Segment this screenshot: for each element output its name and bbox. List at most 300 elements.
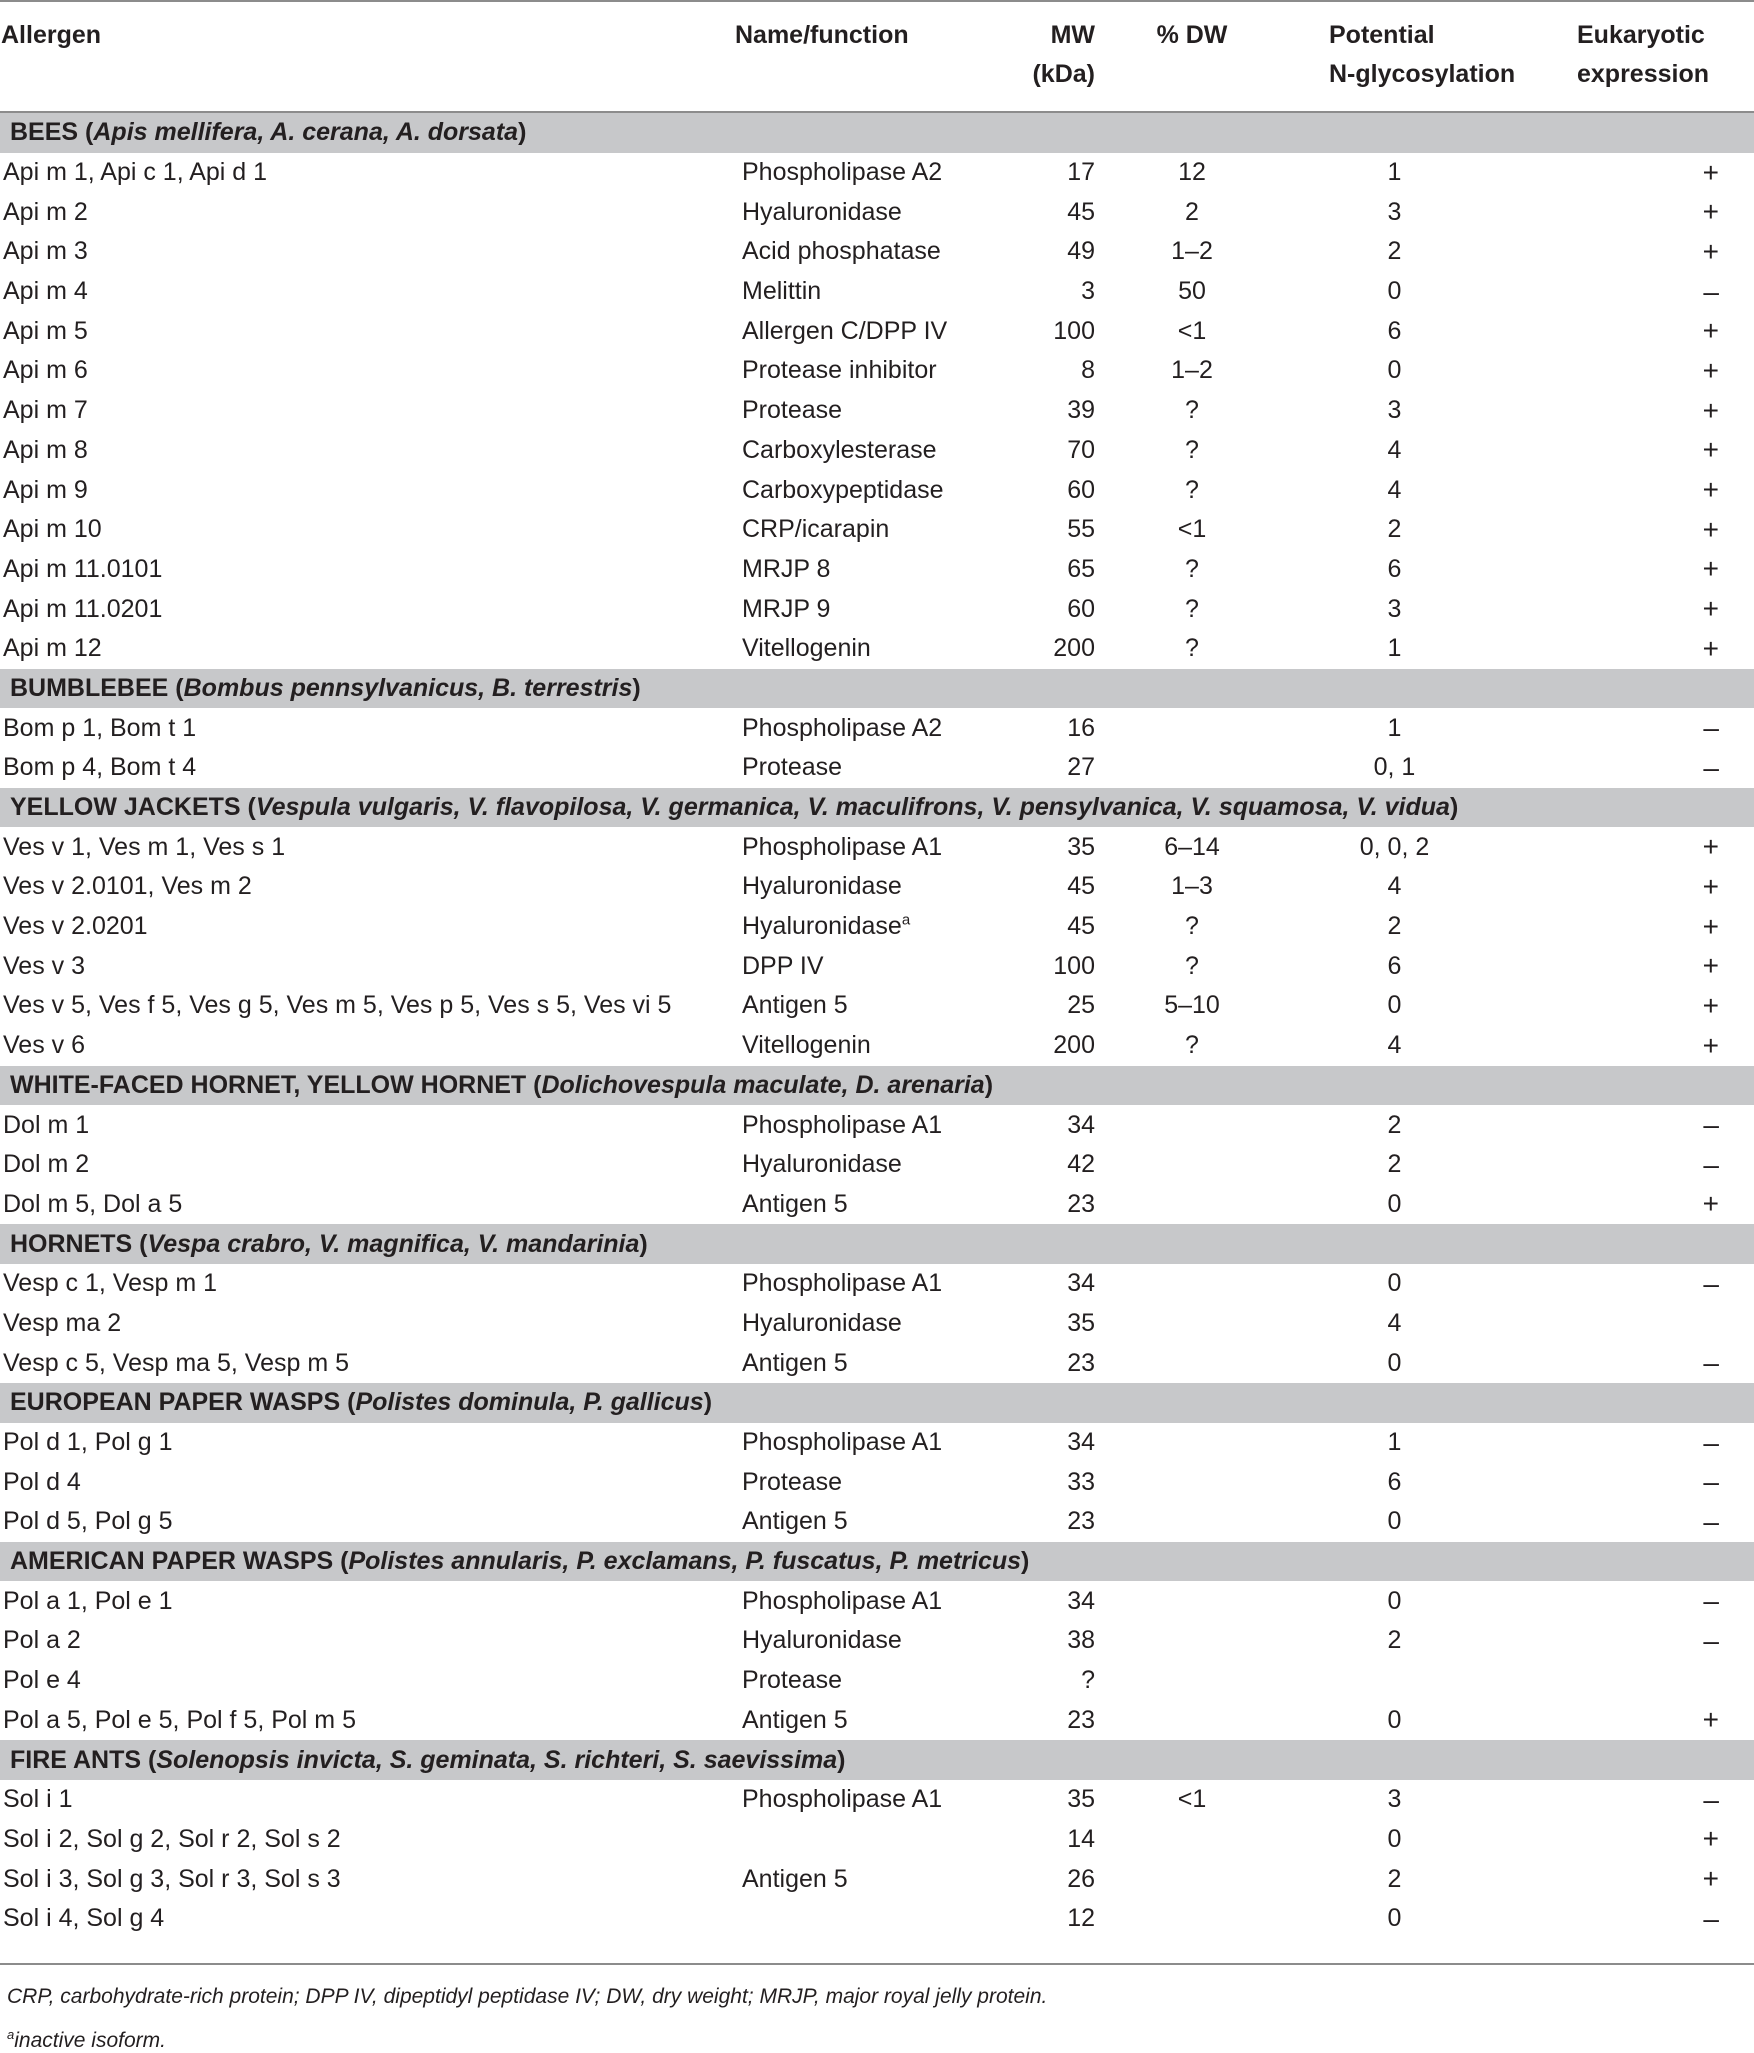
allergen-cell: Bom p 1, Bom t 1 [3,713,197,742]
function-text: CRP/icarapin [742,515,890,544]
group-species: Solenopsis invicta, S. geminata, S. richteri, S. saevissima [156,1745,838,1774]
n-glycosylation-cell [1295,1661,1551,1701]
function-text: Hyaluronidase [742,912,902,941]
function-text: Hyaluronidase [742,1308,902,1337]
n-glycosylation-cell: 0 [1387,1269,1402,1298]
function-cell [735,192,995,232]
group-paren-open: ( [526,1070,542,1099]
allergen-cell: Sol i 1 [3,1785,73,1814]
function-text: MRJP 9 [742,594,831,623]
mw-cell: 65 [1067,554,1095,583]
n-glycosylation-cell: 6 [1387,554,1402,583]
group-species: Polistes annularis, P. exclamans, P. fuscatus, P. metricus [348,1547,1022,1576]
function-cell [735,1780,995,1820]
function-text: Hyaluronidase [742,872,902,901]
function-cell [735,1423,995,1463]
table-row [0,311,1754,351]
group-paren-open: ( [168,673,184,702]
dw-cell [1119,1462,1295,1502]
function-cell [735,1701,995,1741]
allergen-cell: Vesp c 1, Vesp m 1 [3,1269,218,1298]
eukaryotic-expression-cell: – [1703,1783,1719,1815]
eukaryotic-expression-cell: + [1702,156,1719,188]
allergen-cell: Api m 12 [3,634,102,663]
function-cell [735,1264,995,1304]
function-text: Protease [742,1467,843,1496]
group-label: BUMBLEBEE [10,673,169,702]
mw-cell: 42 [1067,1150,1095,1179]
n-glycosylation-cell: 4 [1387,1031,1402,1060]
header-mw: MW (kDa) [995,1,1119,112]
allergen-cell: Api m 11.0101 [3,554,163,583]
dw-cell [1119,748,1295,788]
eukaryotic-expression-cell: + [1702,474,1719,506]
eukaryotic-expression-cell: + [1702,950,1719,982]
n-glycosylation-cell: 2 [1387,1626,1402,1655]
n-glycosylation-cell: 0 [1387,1348,1402,1377]
dw-cell [1119,1105,1295,1145]
table-row [0,1343,1754,1383]
group-header-cell [0,1740,1754,1780]
function-text: Hyaluronidase [742,1626,902,1655]
function-text: Antigen 5 [742,1189,848,1218]
mw-cell: 23 [1067,1189,1095,1218]
function-text: Protease [742,1666,843,1695]
eukaryotic-expression-cell: + [1702,1823,1719,1855]
group-species: Vespa crabro, V. magnifica, V. mandarinia [147,1229,640,1258]
group-paren-open: ( [141,1745,157,1774]
function-cell [735,510,995,550]
eukaryotic-expression-cell: + [1702,1704,1719,1736]
function-cell [735,748,995,788]
allergen-cell: Sol i 2, Sol g 2, Sol r 2, Sol s 2 [3,1824,341,1853]
mw-cell: 100 [1053,951,1095,980]
eukaryotic-expression-cell: + [1702,315,1719,347]
group-paren-close: ) [1449,793,1459,822]
n-glycosylation-cell: 2 [1387,912,1402,941]
mw-cell: 34 [1067,1110,1095,1139]
function-cell [735,1145,995,1185]
eukaryotic-expression-cell: + [1702,831,1719,863]
eukaryotic-expression-cell: – [1703,275,1719,307]
function-text: Hyaluronidase [742,197,902,226]
function-text: Vitellogenin [742,1031,871,1060]
dw-cell [1119,1185,1295,1225]
mw-cell: 100 [1053,316,1095,345]
mw-cell: 26 [1067,1864,1095,1893]
table-row [0,510,1754,550]
dw-cell [1119,1423,1295,1463]
table-row [0,153,1754,193]
mw-cell: 38 [1067,1626,1095,1655]
eukaryotic-expression-cell [1551,1304,1754,1344]
group-paren-open: ( [340,1388,356,1417]
allergen-cell: Pol d 1, Pol g 1 [3,1428,173,1457]
mw-cell: 8 [1081,356,1095,385]
group-label: AMERICAN PAPER WASPS [10,1547,334,1576]
table-row [0,1780,1754,1820]
function-cell [735,391,995,431]
n-glycosylation-cell: 1 [1387,158,1402,187]
table-row [0,232,1754,272]
function-text: Phospholipase A2 [742,713,943,742]
dw-cell: <1 [1177,1785,1207,1814]
n-glycosylation-cell: 0 [1387,277,1402,306]
group-species: Apis mellifera, A. cerana, A. dorsata [93,118,519,147]
dw-cell [1119,708,1295,748]
dw-cell: ? [1185,1031,1199,1060]
eukaryotic-expression-cell: – [1703,1902,1719,1934]
group-paren-open: ( [240,793,256,822]
table-row [0,391,1754,431]
mw-cell: 3 [1081,277,1095,306]
function-cell [735,1502,995,1542]
function-text: Phospholipase A1 [742,1428,943,1457]
mw-cell: 45 [1067,197,1095,226]
allergen-cell: Dol m 2 [3,1150,90,1179]
group-paren-open: ( [78,118,94,147]
mw-cell: 200 [1053,634,1095,663]
mw-cell: 17 [1067,158,1095,187]
header-dw: % DW [1119,1,1295,112]
function-cell [735,470,995,510]
mw-cell: 23 [1067,1705,1095,1734]
header-allergen: Allergen [0,1,735,112]
function-cell [735,232,995,272]
dw-cell [1119,1304,1295,1344]
allergen-cell: Pol a 2 [3,1626,81,1655]
allergen-cell: Api m 6 [3,356,88,385]
n-glycosylation-cell: 1 [1387,713,1402,742]
function-text: Phospholipase A1 [742,1785,943,1814]
group-header-cell [0,112,1754,153]
group-paren-close: ) [632,673,641,702]
function-text: Antigen 5 [742,1705,848,1734]
dw-cell: 1–2 [1171,356,1213,385]
allergen-cell: Ves v 2.0101, Ves m 2 [3,872,252,901]
dw-cell: ? [1185,951,1199,980]
eukaryotic-expression-cell: + [1702,910,1719,942]
mw-cell: 23 [1067,1507,1095,1536]
group-header-row [0,1542,1754,1582]
eukaryotic-expression-cell: – [1703,1585,1719,1617]
allergen-cell: Pol a 5, Pol e 5, Pol f 5, Pol m 5 [3,1705,356,1734]
function-text: Antigen 5 [742,1507,848,1536]
function-text: Antigen 5 [742,1864,848,1893]
function-text: MRJP 8 [742,554,831,583]
n-glycosylation-cell: 1 [1387,1428,1402,1457]
table-row [0,1304,1754,1344]
dw-cell [1119,1621,1295,1661]
table-row [0,470,1754,510]
n-glycosylation-cell: 4 [1387,1308,1402,1337]
mw-cell: 49 [1067,237,1095,266]
mw-cell: ? [1081,1666,1095,1695]
group-paren-close: ) [703,1388,713,1417]
dw-cell: ? [1185,435,1199,464]
dw-cell [1119,1145,1295,1185]
function-cell [735,1462,995,1502]
dw-cell: 12 [1178,158,1206,187]
group-header-row [0,1066,1754,1106]
n-glycosylation-cell: 2 [1387,237,1402,266]
group-header-cell [0,788,1754,828]
eukaryotic-expression-cell: + [1702,1863,1719,1895]
dw-cell: ? [1185,475,1199,504]
group-label: BEES [10,118,79,147]
footnote-mark: a [7,2027,15,2042]
group-header-row [0,112,1754,153]
eukaryotic-expression-cell: – [1703,1426,1719,1458]
group-species: Dolichovespula maculate, D. arenaria [541,1070,985,1099]
function-cell [735,272,995,312]
allergen-cell: Api m 1, Api c 1, Api d 1 [3,158,268,187]
n-glycosylation-cell: 3 [1387,396,1402,425]
function-cell [735,153,995,193]
group-label: WHITE-FACED HORNET, YELLOW HORNET [10,1070,527,1099]
function-text: Phospholipase A2 [742,158,943,187]
eukaryotic-expression-cell: – [1703,1466,1719,1498]
group-header-cell [0,669,1754,709]
group-paren-close: ) [518,118,527,147]
function-cell [735,1899,995,1939]
function-text: Protease [742,396,843,425]
mw-cell: 33 [1067,1467,1095,1496]
table-row [0,946,1754,986]
n-glycosylation-cell: 6 [1387,951,1402,980]
function-text: Phospholipase A1 [742,1269,943,1298]
n-glycosylation-cell: 0 [1387,1824,1402,1853]
dw-cell [1119,1859,1295,1899]
mw-cell: 39 [1067,396,1095,425]
dw-cell [1119,1701,1295,1741]
group-label: HORNETS [10,1229,133,1258]
function-cell [735,431,995,471]
n-glycosylation-cell: 4 [1387,872,1402,901]
eukaryotic-expression-cell: + [1702,593,1719,625]
function-text: Hyaluronidase [742,1150,902,1179]
function-cell [735,1026,995,1066]
eukaryotic-expression-cell: – [1703,751,1719,783]
group-label: FIRE ANTS [10,1745,142,1774]
eukaryotic-expression-cell: + [1702,1188,1719,1220]
eukaryotic-expression-cell: – [1703,1347,1719,1379]
function-text: DPP IV [742,951,824,980]
group-paren-close: ) [1021,1547,1030,1576]
function-cell [735,1621,995,1661]
n-glycosylation-cell: 0 [1387,1904,1402,1933]
dw-cell: 5–10 [1164,991,1220,1020]
eukaryotic-expression-cell: – [1703,1505,1719,1537]
function-cell [735,351,995,391]
group-header-row [0,669,1754,709]
group-header-row [0,1383,1754,1423]
table-footnotes [0,1963,1754,2053]
function-cell [735,1304,995,1344]
mw-cell: 45 [1067,872,1095,901]
eukaryotic-expression-cell: + [1702,196,1719,228]
n-glycosylation-cell: 0, 1 [1373,753,1416,782]
abbreviations-note: CRP, carbohydrate-rich protein; DPP IV, dipeptidyl peptidase IV; DW, dry weight; MRJP, major royal jelly protein. [7,1985,1048,2008]
allergen-cell: Ves v 5, Ves f 5, Ves g 5, Ves m 5, Ves p 5, Ves s 5, Ves vi 5 [3,991,672,1020]
mw-cell: 35 [1067,1785,1095,1814]
table-row [0,1462,1754,1502]
dw-cell: 50 [1178,277,1206,306]
eukaryotic-expression-cell: – [1703,1148,1719,1180]
eukaryotic-expression-cell: + [1702,1029,1719,1061]
table-row [0,1820,1754,1860]
function-cell [735,867,995,907]
eukaryotic-expression-cell: + [1702,513,1719,545]
dw-cell [1119,1264,1295,1304]
dw-cell: ? [1185,594,1199,623]
group-paren-close: ) [837,1745,846,1774]
group-species: Vespula vulgaris, V. flavopilosa, V. germanica, V. maculifrons, V. pensylvanica, V. squamosa, V. vidua [255,793,1450,822]
allergen-cell: Api m 7 [3,396,88,425]
function-cell [735,589,995,629]
function-text: Carboxylesterase [742,435,937,464]
dw-cell: 2 [1185,197,1199,226]
mw-cell: 45 [1067,912,1095,941]
dw-cell: 1–2 [1171,237,1213,266]
allergen-cell: Dol m 1 [3,1110,90,1139]
group-header-cell [0,1542,1754,1582]
allergen-cell: Pol d 5, Pol g 5 [3,1507,173,1536]
isoform-note [0,2029,1754,2053]
allergen-cell: Api m 11.0201 [3,594,163,623]
function-text: Protease inhibitor [742,356,937,385]
mw-cell: 12 [1067,1904,1095,1933]
function-cell [735,1343,995,1383]
allergen-cell: Sol i 4, Sol g 4 [3,1904,165,1933]
mw-cell: 27 [1067,753,1095,782]
function-cell [735,629,995,669]
allergen-cell: Ves v 1, Ves m 1, Ves s 1 [3,832,286,861]
n-glycosylation-cell: 3 [1387,1785,1402,1814]
dw-cell: ? [1185,912,1199,941]
n-glycosylation-cell: 2 [1387,515,1402,544]
function-cell [735,946,995,986]
dw-cell [1119,1899,1295,1939]
allergen-cell: Api m 3 [3,237,88,266]
mw-cell: 23 [1067,1348,1095,1377]
function-cell [735,311,995,351]
mw-cell: 34 [1067,1269,1095,1298]
table-body [0,112,1754,1939]
table-row [0,986,1754,1026]
mw-cell: 34 [1067,1428,1095,1457]
table-row [0,351,1754,391]
group-paren-close: ) [984,1070,994,1099]
n-glycosylation-cell: 0, 0, 2 [1359,832,1430,861]
table-row [0,1621,1754,1661]
n-glycosylation-cell: 0 [1387,1189,1402,1218]
table-header [0,1,1754,112]
n-glycosylation-cell: 3 [1387,197,1402,226]
header-name-function: Name/function [735,1,995,112]
n-glycosylation-cell: 6 [1387,316,1402,345]
dw-cell: ? [1185,634,1199,663]
dw-cell: 1–3 [1171,872,1213,901]
table-row [0,629,1754,669]
function-cell [735,1581,995,1621]
eukaryotic-expression-cell: + [1702,632,1719,664]
function-text: Protease [742,753,843,782]
group-header-cell [0,1066,1754,1106]
mw-cell: 16 [1067,713,1095,742]
group-header-row [0,788,1754,828]
mw-cell: 35 [1067,832,1095,861]
eukaryotic-expression-cell: + [1702,354,1719,386]
function-text: Phospholipase A1 [742,1110,943,1139]
n-glycosylation-cell: 3 [1387,594,1402,623]
function-cell [735,1859,995,1899]
eukaryotic-expression-cell: + [1702,394,1719,426]
header-eukaryotic-expression: Eukaryotic expression [1551,1,1754,112]
table-row [0,1581,1754,1621]
n-glycosylation-cell: 0 [1387,356,1402,385]
function-text: Antigen 5 [742,1348,848,1377]
table-row [0,589,1754,629]
mw-cell: 25 [1067,991,1095,1020]
allergen-cell: Dol m 5, Dol a 5 [3,1189,183,1218]
group-header-cell [0,1383,1754,1423]
n-glycosylation-cell: 2 [1387,1150,1402,1179]
function-text: Carboxypeptidase [742,475,944,504]
table-row [0,1185,1754,1225]
table-row [0,431,1754,471]
dw-cell: ? [1185,396,1199,425]
table-row [0,1502,1754,1542]
n-glycosylation-cell: 4 [1387,435,1402,464]
function-text: Phospholipase A1 [742,1586,943,1615]
n-glycosylation-cell: 0 [1387,1586,1402,1615]
header-n-glycosylation: Potential N-glycosylation [1295,1,1551,112]
group-paren-close: ) [639,1229,648,1258]
function-cell [735,907,995,947]
allergen-cell: Api m 4 [3,277,88,306]
allergen-cell: Api m 9 [3,475,88,504]
footnote-text: inactive isoform. [14,2029,166,2052]
function-text: Allergen C/DPP IV [742,316,948,345]
allergen-cell: Pol e 4 [3,1666,81,1695]
n-glycosylation-cell: 0 [1387,1507,1402,1536]
table-row [0,1661,1754,1701]
eukaryotic-expression-cell: – [1703,1109,1719,1141]
allergen-cell: Ves v 3 [3,951,85,980]
dw-cell: <1 [1177,515,1207,544]
group-paren-open: ( [132,1229,148,1258]
dw-cell: <1 [1177,316,1207,345]
table-row [0,1423,1754,1463]
allergen-cell: Api m 5 [3,316,88,345]
table-row [0,1105,1754,1145]
eukaryotic-expression-cell: + [1702,434,1719,466]
eukaryotic-expression-cell: + [1702,989,1719,1021]
dw-cell [1119,1661,1295,1701]
table-row [0,272,1754,312]
mw-cell: 60 [1067,475,1095,504]
allergen-cell: Api m 10 [3,515,102,544]
function-cell [735,827,995,867]
group-header-cell [0,1224,1754,1264]
table-row [0,1859,1754,1899]
function-superscript: a [901,911,911,929]
function-text: Phospholipase A1 [742,832,943,861]
n-glycosylation-cell: 0 [1387,991,1402,1020]
allergen-cell: Ves v 2.0201 [3,912,148,941]
mw-cell: 35 [1067,1308,1095,1337]
